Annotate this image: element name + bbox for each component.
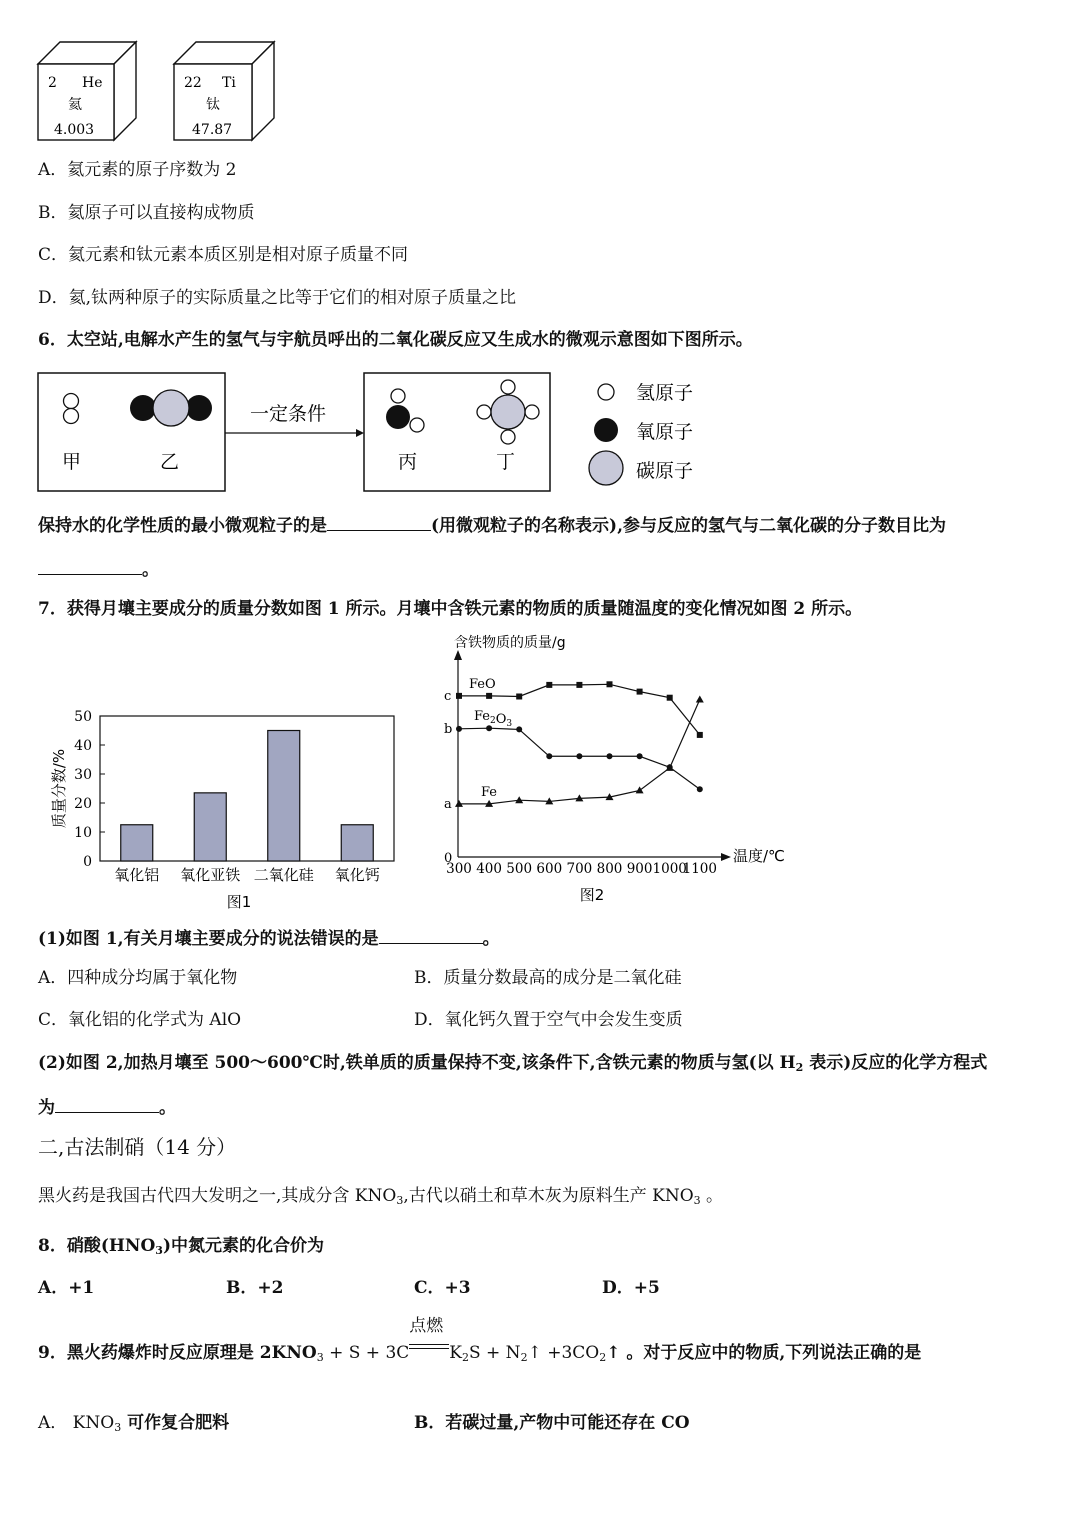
q7-sub2-line2 (38, 1094, 176, 1120)
data-point (607, 681, 613, 687)
bar (268, 731, 300, 862)
element-cards (34, 38, 294, 144)
legend-carbon: 碳原子 (636, 460, 694, 482)
q7-sub1-end: 。 (482, 929, 500, 949)
answer-blank[interactable] (379, 925, 483, 944)
label-ding: 丁 (496, 451, 516, 473)
intro-subscript: 3 (396, 1194, 404, 1207)
x-tick-label: 600 (536, 861, 563, 877)
x-tick-label: 700 (566, 861, 593, 877)
q7-option-c: C．氧化铝的化学式为 AlO (38, 1010, 242, 1030)
series-label: FeO (469, 676, 496, 692)
q9-sub-2: 2 (461, 1351, 469, 1364)
y-axis-arrow-icon (454, 650, 462, 660)
q8-option-a: A．+1 (38, 1278, 95, 1298)
q6-question-line-2 (38, 556, 159, 582)
q7-sub2-end: 。 (159, 1098, 176, 1118)
q7-option-a: A．四种成分均属于氧化物 (38, 968, 238, 988)
q7-sub1 (38, 925, 500, 951)
q6-end: 。 (142, 560, 159, 580)
y-level-label: a (444, 796, 452, 812)
element-card-ti (174, 42, 274, 140)
q9-opt-a-tail: 可作复合肥料 (121, 1413, 230, 1433)
legend-oxygen: 氧原子 (636, 421, 694, 443)
q9-option-a (38, 1411, 229, 1440)
y-tick-label: 30 (74, 767, 92, 783)
x-tick-label: 1000 (652, 861, 687, 877)
x-tick-label: 900 (626, 861, 653, 877)
q8-option-d: D．+5 (602, 1278, 660, 1298)
answer-blank[interactable] (38, 556, 142, 575)
series-label: $Fe_2O_3$ (474, 708, 513, 729)
carbon-atom-icon (589, 451, 623, 485)
q7-sub2-text-b: 表示)反应的化学方程式 (803, 1053, 988, 1073)
q7-sub2 (38, 1051, 987, 1080)
label-yi: 乙 (160, 451, 180, 473)
q6-stem: 6．太空站,电解水产生的氢气与宇航员呼出的二氧化碳反应又生成水的微观示意图如下图所示。 (38, 330, 753, 350)
oxygen-atom-icon (594, 418, 618, 442)
q9-text-c: K (449, 1343, 462, 1363)
q6-question-line (38, 512, 946, 538)
data-point (516, 726, 522, 732)
intro-text-c: 。 (700, 1186, 724, 1206)
q9-text-a: 9．黑火药爆炸时反应原理是 2KNO (38, 1343, 317, 1363)
q8-text-b: )中氮元素的化合价为 (162, 1236, 324, 1256)
reaction-condition: 一定条件 (250, 403, 327, 425)
data-point (486, 693, 492, 699)
y-level-label: c (444, 688, 452, 704)
intro-text-b: ,古代以硝土和草木灰为原料生产 KNO (403, 1186, 694, 1206)
y-tick-label: 10 (74, 825, 92, 841)
answer-blank[interactable] (327, 512, 431, 531)
element-symbol: Ti (222, 75, 236, 91)
label-bing: 丙 (398, 451, 418, 473)
q9-opt-a-sub: 3 (114, 1421, 122, 1434)
element-name: 氦 (68, 97, 82, 113)
data-point (696, 696, 704, 703)
q5-option-b: B．氦原子可以直接构成物质 (38, 203, 255, 223)
label-jia: 甲 (62, 451, 82, 473)
x-tick-label: 二氧化硅 (253, 866, 314, 884)
element-card-he (38, 42, 136, 140)
y-tick-label: 50 (74, 709, 92, 725)
x-tick-label: 氧化铝 (114, 866, 160, 884)
y-tick-label: 0 (83, 854, 92, 870)
y-tick-label: 20 (74, 796, 92, 812)
element-name: 钛 (206, 97, 220, 113)
q8-text-a: 8．硝酸(HNO (38, 1236, 156, 1256)
q7-sub1-text: (1)如图 1,有关月壤主要成分的说法错误的是 (38, 929, 379, 949)
legend (589, 382, 693, 485)
data-point (486, 725, 492, 731)
q7-stem: 7．获得月壤主要成分的质量分数如图 1 所示。月壤中含铁元素的物质的质量随温度的变化情况如图 2 所示。 (38, 599, 863, 619)
x-tick-label: 500 (506, 861, 533, 877)
hydrogen-atom-icon (598, 384, 614, 400)
bar (121, 825, 153, 861)
x-axis-arrow-icon (721, 853, 731, 861)
y-tick-label: 40 (74, 738, 92, 754)
q7-sub2-subscript: 2 (795, 1061, 804, 1074)
q7-sub2-text-a: (2)如图 2,加热月壤至 500～600℃时,铁单质的质量保持不变,该条件下,含铁元素的物质与氢(以 H (38, 1053, 796, 1073)
q9-sub-4: 2 (599, 1351, 607, 1364)
q8-option-b: B．+2 (226, 1278, 284, 1298)
product-box (364, 373, 550, 491)
data-point (576, 682, 582, 688)
legend-hydrogen: 氢原子 (636, 382, 694, 404)
x-tick-label: 氧化亚铁 (180, 866, 241, 884)
data-point (576, 753, 582, 759)
data-point (456, 726, 462, 732)
bar (194, 793, 226, 861)
x-tick-label: 氧化钙 (334, 866, 380, 884)
element-mass: 4.003 (54, 122, 95, 138)
x-tick-label: 800 (596, 861, 623, 877)
q9-stem (38, 1316, 922, 1370)
q5-option-c: C．氦元素和钛元素本质区别是相对原子质量不同 (38, 245, 409, 265)
q5-option-a: A．氦元素的原子序数为 2 (38, 160, 237, 180)
q6-text-a: 保持水的化学性质的最小微观粒子的是 (38, 516, 327, 536)
q9-text-b: + S + 3C (323, 1343, 410, 1363)
section-intro (38, 1184, 723, 1213)
reactant-box (38, 373, 225, 491)
y-axis-label: 含铁物质的质量/g (454, 635, 566, 651)
data-point (667, 695, 673, 701)
q9-option-b: B．若碳过量,产物中可能还存在 CO (414, 1413, 690, 1433)
intro-text-a: 黑火药是我国古代四大发明之一,其成分含 KNO (38, 1186, 397, 1206)
q9-sub-1: 3 (316, 1351, 324, 1364)
q7-sub2-text-c: 为 (38, 1098, 55, 1118)
series-label: Fe (481, 784, 498, 800)
x-tick-label: 400 (476, 861, 502, 877)
element-number: 22 (184, 75, 202, 91)
bar-chart-fig1 (44, 704, 404, 912)
carbon-dioxide-molecule-icon (130, 390, 212, 426)
intro-subscript-2: 3 (693, 1194, 701, 1207)
q8-stem (38, 1234, 324, 1263)
data-point (546, 682, 552, 688)
y-axis-label: 质量分数/% (50, 748, 68, 829)
q7-option-d: D．氧化钙久置于空气中会发生变质 (414, 1010, 683, 1030)
q7-option-b: B．质量分数最高的成分是二氧化硅 (414, 968, 682, 988)
element-symbol: He (82, 75, 103, 91)
bar (341, 825, 373, 861)
data-point (637, 753, 643, 759)
q6-text-b: (用微观粒子的名称表示),参与反应的氢气与二氧化碳的分子数目比为 (431, 516, 947, 536)
q5-option-d: D．氦,钛两种原子的实际质量之比等于它们的相对原子质量之比 (38, 288, 517, 308)
y-level-label: b (444, 721, 453, 737)
element-number: 2 (48, 75, 57, 91)
answer-blank[interactable] (55, 1094, 159, 1113)
element-mass: 47.87 (192, 122, 233, 138)
origin-label: 0 (444, 851, 453, 866)
chart-title: 图2 (579, 886, 605, 904)
x-axis-label: 温度/℃ (733, 847, 785, 865)
data-point (546, 753, 552, 759)
q8-option-c: C．+3 (414, 1278, 471, 1298)
reaction-diagram (36, 370, 766, 494)
data-point (516, 693, 522, 699)
q9-text-d: S + N (468, 1343, 521, 1363)
q9-text-e: ↑ +3CO (527, 1343, 600, 1363)
line-chart-fig2 (436, 630, 806, 910)
q8-subscript: 3 (155, 1244, 163, 1257)
data-point (515, 796, 523, 803)
data-point (697, 786, 703, 792)
data-point (637, 689, 643, 695)
q9-opt-a-text: A． KNO (38, 1413, 115, 1433)
data-point (456, 693, 462, 699)
condition-equals-sign (409, 1316, 449, 1360)
data-point (636, 786, 644, 793)
chart-title: 图1 (226, 893, 252, 911)
data-point (697, 732, 703, 738)
q9-condition: 点燃 (409, 1316, 444, 1336)
q9-sub-3: 2 (520, 1351, 528, 1364)
section-heading: 二,古法制硝（14 分） (38, 1135, 237, 1159)
q9-text-f: ↑ 。对于反应中的物质,下列说法正确的是 (606, 1343, 922, 1363)
x-tick-label: 1100 (682, 861, 717, 877)
arrow-head-icon (356, 429, 364, 437)
x-tick-label: 300 (446, 861, 472, 877)
data-point (607, 753, 613, 759)
